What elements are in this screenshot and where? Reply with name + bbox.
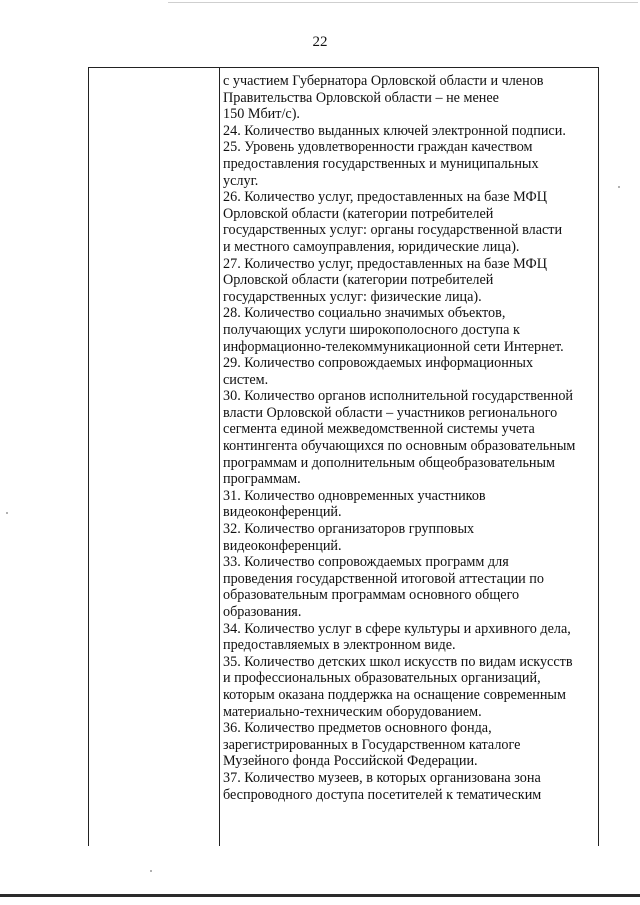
scan-top-edge: [168, 2, 638, 3]
table-left-column: [89, 68, 220, 846]
text-line: государственных услуг: органы государственной власти: [223, 222, 563, 239]
scan-bottom-edge: [0, 894, 640, 897]
text-line: видеоконференций.: [223, 537, 342, 554]
text-line: Правительства Орловской области – не менее: [223, 89, 499, 106]
text-line: 25. Уровень удовлетворенности граждан качеством: [223, 139, 533, 156]
text-line: Орловской области (категории потребителей: [223, 272, 494, 289]
text-line: 29. Количество сопровождаемых информационных: [223, 355, 534, 372]
text-line: и профессиональных образовательных организаций,: [223, 670, 541, 687]
text-line: 36. Количество предметов основного фонда,: [223, 720, 492, 737]
scan-speck: [618, 186, 620, 188]
text-line: систем.: [223, 371, 269, 388]
text-line: 28. Количество социально значимых объектов,: [223, 305, 506, 322]
text-line: программам.: [223, 471, 301, 488]
text-line: 26. Количество услуг, предоставленных на базе МФЦ: [223, 189, 547, 206]
text-line: с участием Губернатора Орловской области и членов: [223, 73, 544, 89]
text-line: 24. Количество выданных ключей электронной подписи.: [223, 122, 566, 139]
text-line: зарегистрированных в Государственном каталоге: [223, 736, 521, 753]
text-line: 33. Количество сопровождаемых программ для: [223, 554, 509, 571]
text-line: 37. Количество музеев, в которых организована зона: [223, 769, 541, 786]
text-line: предоставляемых в электронном виде.: [223, 637, 456, 654]
text-line: Орловской области (категории потребителей: [223, 205, 494, 222]
page-number: 22: [312, 34, 328, 50]
text-line: которым оказана поддержка на оснащение современным: [223, 686, 566, 703]
text-line: образовательным программам основного общего: [223, 587, 520, 604]
text-line: сегмента единой межведомственной системы учета: [223, 421, 535, 438]
scan-speck: [6, 512, 8, 514]
text-line: 150 Мбит/с).: [223, 106, 300, 123]
text-line: беспроводного доступа посетителей к тематическим: [223, 786, 542, 803]
text-line: 27. Количество услуг, предоставленных на базе МФЦ: [223, 255, 547, 272]
indicator-table: [88, 67, 599, 846]
text-line: предоставления государственных и муниципальных: [223, 155, 539, 172]
text-line: 31. Количество одновременных участников: [223, 487, 486, 504]
text-line: проведения государственной итоговой аттестации по: [223, 570, 544, 587]
text-line: контингента обучающихся по основным образовательным: [223, 438, 576, 455]
text-line: государственных услуг: физические лица).: [223, 288, 482, 305]
text-line: и местного самоуправления, юридические лица).: [223, 238, 520, 255]
text-line: видеоконференций.: [223, 504, 342, 521]
text-line: материально-техническим оборудованием.: [223, 703, 482, 720]
text-line: власти Орловской области – участников регионального: [223, 404, 558, 421]
text-line: информационно-телекоммуникационной сети Интернет.: [223, 338, 564, 355]
table-right-column: [220, 68, 598, 846]
text-line: 35. Количество детских школ искусств по видам искусств: [223, 653, 573, 670]
text-line: Музейного фонда Российской Федерации.: [223, 753, 478, 770]
text-line: 30. Количество органов исполнительной государственной: [223, 388, 574, 405]
scan-speck: [150, 870, 152, 872]
text-line: услуг.: [223, 172, 259, 189]
text-line: 32. Количество организаторов групповых: [223, 521, 475, 538]
text-line: 34. Количество услуг в сфере культуры и архивного дела,: [223, 620, 571, 637]
text-line: образования.: [223, 604, 302, 620]
text-line: программам и дополнительным общеобразовательным: [223, 454, 556, 471]
text-line: получающих услуги широкополосного доступа к: [223, 321, 520, 338]
